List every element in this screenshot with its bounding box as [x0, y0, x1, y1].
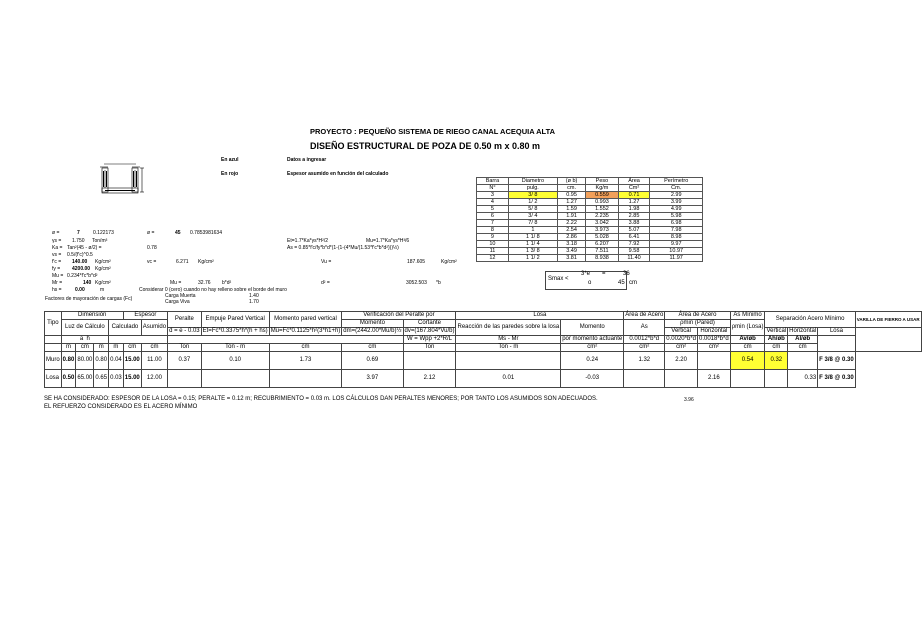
- vs-expression: 0.5/(f'c)^0.5: [67, 252, 93, 258]
- smax-label: Smax <: [548, 276, 569, 282]
- unit-cell: Ton: [168, 344, 202, 352]
- bars-cell: 6.207: [586, 241, 618, 248]
- col-w: W = Wpp +2*R/L: [403, 336, 456, 344]
- legend-blue-label: En azul: [221, 157, 239, 163]
- muro-cell: 0.32: [765, 352, 788, 370]
- unit-cell: cm: [342, 344, 403, 352]
- bars-cell: 1: [508, 227, 557, 234]
- bars-cell: 0.993: [586, 199, 618, 206]
- bars-cell: 1.91: [557, 213, 585, 220]
- bars-cell: 1.27: [557, 199, 585, 206]
- hs-unit: m: [100, 287, 105, 293]
- muro-cell: 0.80: [94, 352, 109, 370]
- bars-cell: 9: [477, 234, 509, 241]
- muro-cell: 0.24: [561, 352, 624, 370]
- as-equation: As = 0.85*f'c/fy*b*d*(1-(1-(4*Mu/(1.53*f'c*b*d²)))½): [287, 245, 399, 251]
- muro-cell: F 3/8 @ 0.30: [818, 352, 856, 370]
- col-momento-pared: Momento pared vertical: [269, 312, 342, 328]
- bars-cell: 3.18: [557, 241, 585, 248]
- bars-row: [477, 192, 703, 199]
- bars-cell: 6.98: [650, 220, 703, 227]
- col-luz: Luz de Cálculo: [61, 320, 108, 336]
- bars-cell: 0.71: [618, 192, 650, 199]
- bars-cell: 2.54: [557, 227, 585, 234]
- fy-value: 4200.00: [72, 266, 91, 272]
- muro-cell: 2.20: [665, 352, 698, 370]
- bars-table: [476, 177, 703, 262]
- vc-symbol: vc =: [147, 259, 157, 265]
- bars-cell: 9.97: [650, 241, 703, 248]
- losa-cell: [168, 370, 202, 388]
- gamma-symbol: γs =: [52, 238, 62, 244]
- bars-cell: 7: [477, 220, 509, 227]
- col-momento2: Momento: [561, 320, 624, 336]
- smax-equals: =: [602, 271, 606, 277]
- losa-cell: 0.65: [94, 370, 109, 388]
- unit-cell: Ton - m: [201, 344, 269, 352]
- col-mu-expr: Mu=Fc*0.1125*h²(3*h1+h): [270, 328, 341, 334]
- unit-cell: Ton - m: [456, 344, 561, 352]
- bars-cell: 5/ 8: [508, 206, 557, 213]
- col-asumido: Asumido: [141, 320, 167, 336]
- design-table: [44, 311, 922, 388]
- smax-value2: 45: [618, 280, 625, 286]
- muro-cell: 0.04: [109, 352, 124, 370]
- bars-cell: 1 1/ 8: [508, 234, 557, 241]
- col-calculado: Calculado: [109, 320, 142, 336]
- mu-equation: Mu=1.7*Ka*γs*H³/6: [366, 238, 410, 244]
- col-area-acero: Área de Acero: [665, 312, 730, 320]
- vs-symbol: vs =: [52, 252, 62, 258]
- bars-cell: 2.22: [557, 220, 585, 227]
- gamma-value: 1.750: [72, 238, 85, 244]
- bars-cell: 6: [477, 213, 509, 220]
- muro-cell: 1.32: [624, 352, 665, 370]
- unit-cell: cm: [788, 344, 818, 352]
- bars-cell: 7.98: [650, 227, 703, 234]
- ka-symbol: Ka =: [52, 245, 63, 251]
- bars-header: Diametro: [508, 178, 557, 185]
- bars-cell: 1 3/ 8: [508, 248, 557, 255]
- col-dv-expr: dv=(167.804*Vu/b): [404, 328, 455, 334]
- phi-rad: 0.122173: [93, 230, 114, 236]
- note-line-1: SE HA CONSIDERADO: ESPESOR DE LA LOSA = 0.15; PERALTE = 0.12 m; RECUBRIMIENTO = 0.03 m. LOS CÁLCULOS DAN PERALTES MENORES; POR TANTO LOS ASUMIDOS SON ADECUADOS.: [44, 396, 598, 402]
- losa-cell: 65.00: [76, 370, 94, 388]
- col-d: d = e - 0.03: [169, 328, 200, 334]
- bars-cell: 8.938: [586, 255, 618, 262]
- col-momento: Momento: [342, 320, 403, 328]
- unit-cell: cm: [76, 344, 94, 352]
- col-por-momento: por momento actuante: [562, 336, 623, 342]
- mr2-symbol: Mu =: [170, 280, 182, 286]
- bars-cell: 3.81: [557, 255, 585, 262]
- side-value: 3.96: [684, 397, 694, 403]
- bars-header: Cm²: [618, 185, 650, 192]
- bars-cell: 10: [477, 241, 509, 248]
- phi2-symbol: ø =: [147, 230, 155, 236]
- muro-cell: 0.54: [730, 352, 765, 370]
- bars-cell: 0.559: [586, 192, 618, 199]
- losa-cell: [624, 370, 665, 388]
- factors-label: Factores de mayoración de cargas (Fc): [45, 296, 133, 302]
- bars-header: N°: [477, 185, 509, 192]
- bars-cell: 11: [477, 248, 509, 255]
- bars-cell: 9.58: [618, 248, 650, 255]
- bars-cell: 1 1/ 2: [508, 255, 557, 262]
- bars-header: pulg.: [508, 185, 557, 192]
- losa-cell: [730, 370, 765, 388]
- legend-blue-text: Datos a ingresar: [287, 157, 327, 163]
- ka-value: 0.78: [147, 245, 157, 251]
- losa-cell: 0.33: [788, 370, 818, 388]
- bars-cell: 5.07: [618, 227, 650, 234]
- smax-expression: 3*e: [581, 271, 591, 277]
- col-av: Av/øb: [730, 336, 765, 344]
- bars-cell: 3.973: [586, 227, 618, 234]
- bars-row: [477, 227, 703, 234]
- col-varilla: VARILLA DE FIERRO A USAR: [855, 312, 921, 328]
- col-f3: 0.0018*b*d: [699, 336, 729, 342]
- losa-cell: 0.03: [109, 370, 124, 388]
- phi-value: 7: [77, 230, 80, 236]
- losa-cell: [269, 370, 342, 388]
- vc-value: 6.271: [176, 259, 189, 265]
- bars-cell: 8: [477, 227, 509, 234]
- bars-cell: 3/ 4: [508, 213, 557, 220]
- live-load-label: Carga Viva: [165, 299, 190, 305]
- unit-cell: cm: [269, 344, 342, 352]
- bars-cell: 2.99: [650, 192, 703, 199]
- col-cortante: Cortante: [403, 320, 456, 328]
- bars-cell: 1/ 2: [508, 199, 557, 206]
- col-reaccion: Reacción de las paredes sobre la losa: [456, 320, 561, 336]
- losa-cell: 0.01: [456, 370, 561, 388]
- losa-cell: 15.00: [123, 370, 141, 388]
- col-ah: Ah/øb: [765, 336, 788, 344]
- hs-value: 0.00: [75, 287, 85, 293]
- muro-row: [45, 352, 922, 370]
- bars-cell: 1.27: [618, 199, 650, 206]
- mr-value: 140: [83, 280, 92, 286]
- phi2-value: 45: [175, 230, 181, 236]
- unit-cell: cm²: [698, 344, 731, 352]
- col-et-expr: Et=Fc*0.3375*h*(h + hs): [202, 328, 268, 334]
- unit-cell: Ton: [403, 344, 456, 352]
- bars-cell: 2.85: [618, 213, 650, 220]
- losa-cell: [665, 370, 698, 388]
- bars-cell: 3.88: [618, 220, 650, 227]
- col-dm-expr: dm=(2442.00*Mu/b)½: [343, 328, 402, 334]
- bars-cell: 4: [477, 199, 509, 206]
- losa-cell: Losa: [45, 370, 62, 388]
- bars-header: Perímetro: [650, 178, 703, 185]
- bars-cell: 4.99: [650, 206, 703, 213]
- col-pmin-losa: ρmin (Losa): [730, 320, 765, 336]
- vc-unit: Kg/cm²: [198, 259, 214, 265]
- bars-cell: 12: [477, 255, 509, 262]
- bars-cell: 11.40: [618, 255, 650, 262]
- fc-unit: Kg/cm²: [95, 259, 111, 265]
- col-vertical: Vertical: [665, 328, 698, 336]
- unit-cell: cm: [765, 344, 788, 352]
- bars-cell: 1.552: [586, 206, 618, 213]
- fy-symbol: fy =: [52, 266, 61, 272]
- muro-cell: 0.80: [61, 352, 76, 370]
- bars-row: [477, 234, 703, 241]
- page-title: DISEÑO ESTRUCTURAL DE POZA DE 0.50 m x 0.80 m: [310, 141, 541, 151]
- bars-cell: 0.95: [557, 192, 585, 199]
- unit-cell: m: [109, 344, 124, 352]
- unit-cell: cm: [730, 344, 765, 352]
- losa-cell: F 3/8 @ 0.30: [818, 370, 856, 388]
- losa-row: [45, 370, 922, 388]
- col-pmin-pared: ρmin (Pared): [665, 320, 730, 328]
- dead-load-label: Carga Muerta: [165, 293, 196, 299]
- col-area: Área de Acero: [625, 312, 664, 318]
- bars-cell: 7.92: [618, 241, 650, 248]
- bars-cell: 3/ 8: [508, 192, 557, 199]
- bars-cell: 8.98: [650, 234, 703, 241]
- bars-header: Barra: [477, 178, 509, 185]
- mr2-value: 32.76: [198, 280, 211, 286]
- muro-cell: 15.00: [123, 352, 141, 370]
- muro-cell: [698, 352, 731, 370]
- bars-cell: 3.042: [586, 220, 618, 227]
- col-f2: 0.0020*b*d: [666, 336, 696, 342]
- bars-header: (ø b): [557, 178, 585, 185]
- unit-cell: cm²: [624, 344, 665, 352]
- unit-cell: cm²: [665, 344, 698, 352]
- note-line-2: EL REFUERZO CONSIDERADO ES EL ACERO MÍNIMO: [44, 404, 198, 410]
- hs-symbol: hs =: [52, 287, 62, 293]
- bars-cell: 5: [477, 206, 509, 213]
- bars-cell: 3: [477, 192, 509, 199]
- col-al: Al/øb: [788, 336, 818, 344]
- vu-symbol: Vu =: [321, 259, 332, 265]
- ka-expression: Tan²(45 - ø/2) =: [67, 245, 102, 251]
- muro-cell: 11.00: [141, 352, 167, 370]
- col-f1: 0.0012*b*d: [624, 336, 665, 344]
- muro-cell: 0.37: [168, 352, 202, 370]
- smax-value: 36: [623, 271, 630, 277]
- phi-symbol: ø =: [52, 230, 60, 236]
- bars-row: [477, 255, 703, 262]
- smax-or: o: [588, 280, 592, 286]
- losa-cell: 12.00: [141, 370, 167, 388]
- muro-cell: [788, 352, 818, 370]
- bars-row: [477, 213, 703, 220]
- bars-header: cm.: [557, 185, 585, 192]
- project-title: PROYECTO : PEQUEÑO SISTEMA DE RIEGO CANAL ACEQUIA ALTA: [310, 127, 556, 136]
- bars-header: Área: [618, 178, 650, 185]
- unit-cell: m: [61, 344, 76, 352]
- losa-cell: 0.50: [61, 370, 76, 388]
- col-horizontal: Horizontal: [698, 328, 731, 336]
- mu-symbol: Mu =: [52, 273, 64, 279]
- bars-header: Cm.: [650, 185, 703, 192]
- live-load-value: 1.70: [249, 299, 259, 305]
- bars-row: [477, 248, 703, 255]
- unit-cell: cm: [123, 344, 141, 352]
- gamma-unit: Ton/m³: [92, 238, 108, 244]
- dead-load-value: 1.40: [249, 293, 259, 299]
- col-ms: Ms - Mr: [456, 336, 561, 344]
- mr2-unit: b*d²: [222, 280, 232, 286]
- d2-unit: *b: [436, 280, 441, 286]
- col-vertical2: Vertical: [766, 328, 787, 334]
- smax-unit: cm: [629, 280, 637, 286]
- col-dimension: Dimensión: [61, 312, 123, 320]
- unit-cell: [45, 344, 62, 352]
- bars-cell: 11.97: [650, 255, 703, 262]
- legend-red-label: En rojo: [221, 171, 239, 177]
- bars-row: [477, 241, 703, 248]
- losa-cell: -0.03: [561, 370, 624, 388]
- fc-symbol: f'c =: [52, 259, 62, 265]
- col-verificacion: Verificación del Peralte por: [342, 312, 456, 320]
- bars-cell: 6.41: [618, 234, 650, 241]
- vu-unit: Kg/cm²: [441, 259, 457, 265]
- hs-note: Considerar 0 (cero) cuando no hay relleno sobre el borde del muro: [139, 287, 287, 293]
- pool-section-sketch: [96, 158, 152, 198]
- bars-cell: 1.98: [618, 206, 650, 213]
- d2-symbol: d² =: [321, 280, 330, 286]
- muro-cell: [456, 352, 561, 370]
- col-empuje: Empuje Pared Vertical: [201, 312, 269, 328]
- losa-cell: 2.16: [698, 370, 731, 388]
- bars-cell: 7/ 8: [508, 220, 557, 227]
- bars-cell: 2.86: [557, 234, 585, 241]
- losa-cell: 3.97: [342, 370, 403, 388]
- col-losa: Losa: [456, 312, 624, 320]
- col-peralte: Peralte: [168, 312, 202, 328]
- bars-cell: 3.49: [557, 248, 585, 255]
- vu-value: 187.605: [407, 259, 426, 265]
- mr-symbol: Mr =: [52, 280, 63, 286]
- mr-unit: Kg/cm²: [95, 280, 111, 286]
- muro-cell: [403, 352, 456, 370]
- phi2-rad: 0.7853981634: [190, 230, 222, 236]
- bars-row: [477, 220, 703, 227]
- losa-cell: 2.12: [403, 370, 456, 388]
- col-a-h: a h: [61, 336, 108, 344]
- bars-cell: 7.511: [586, 248, 618, 255]
- muro-cell: 1.73: [269, 352, 342, 370]
- col-horizontal2: Horizontal: [789, 328, 817, 334]
- fc-value: 140.00: [72, 259, 88, 265]
- bars-row: [477, 199, 703, 206]
- col-tipo: Tipo: [45, 312, 62, 336]
- col-as-min: As Mínimo: [730, 312, 765, 320]
- legend-red-text: Espesor asumido en función del calculado: [287, 171, 389, 177]
- bars-cell: 2.235: [586, 213, 618, 220]
- col-losa2: Losa: [818, 328, 856, 336]
- muro-cell: 0.10: [201, 352, 269, 370]
- fy-unit: Kg/cm²: [95, 266, 111, 272]
- bars-header: Peso: [586, 178, 618, 185]
- losa-cell: [201, 370, 269, 388]
- bars-cell: 5.028: [586, 234, 618, 241]
- unit-cell: cm: [141, 344, 167, 352]
- d2-value: 3052.503: [406, 280, 427, 286]
- bars-cell: 10.97: [650, 248, 703, 255]
- bars-cell: 3.99: [650, 199, 703, 206]
- bars-cell: 1.59: [557, 206, 585, 213]
- et-equation: Et=1.7*Ka*γs*H²/2: [287, 238, 328, 244]
- muro-cell: 80.00: [76, 352, 94, 370]
- bars-header: Kg/m: [586, 185, 618, 192]
- bars-cell: 1 1/ 4: [508, 241, 557, 248]
- bars-cell: 5.98: [650, 213, 703, 220]
- unit-cell: cm²: [561, 344, 624, 352]
- unit-cell: m: [94, 344, 109, 352]
- muro-cell: 0.69: [342, 352, 403, 370]
- muro-cell: Muro: [45, 352, 62, 370]
- losa-cell: [765, 370, 788, 388]
- col-as: As: [624, 320, 665, 336]
- mu-expression: 0.234*f'c*b*d²: [67, 273, 98, 279]
- col-espesor: Espesor: [123, 312, 167, 320]
- bars-row: [477, 206, 703, 213]
- col-separacion: Separación Acero Mínimo: [765, 312, 855, 328]
